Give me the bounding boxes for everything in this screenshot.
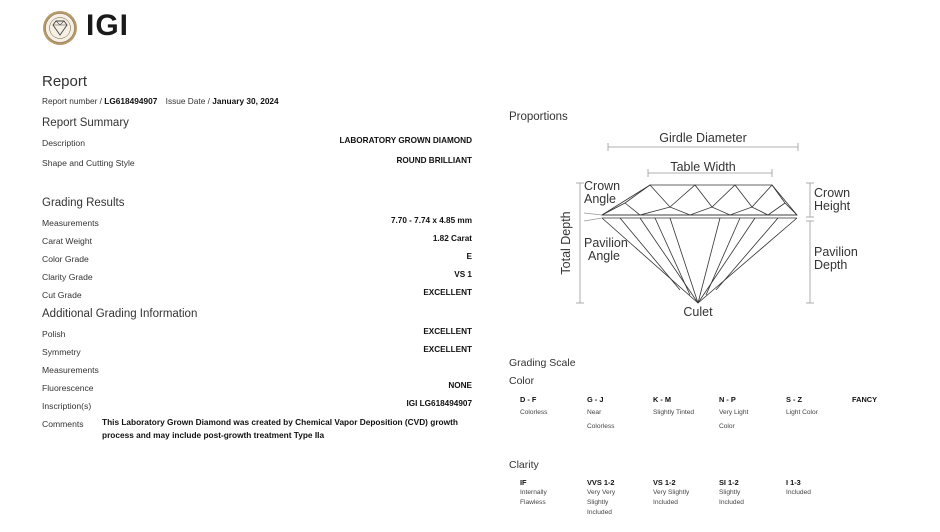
clarity-grade-desc: Slightly bbox=[587, 499, 609, 506]
grading-row-label: Clarity Grade bbox=[42, 272, 93, 282]
grading-row-value: 1.82 Carat bbox=[432, 234, 472, 243]
additional-row-label: Inscription(s) bbox=[42, 401, 92, 411]
report-number: LG618494907 bbox=[104, 96, 158, 106]
clarity-scale-heading: Clarity bbox=[509, 459, 539, 471]
grading-heading: Grading Results bbox=[42, 197, 125, 209]
color-grade-desc: Color bbox=[719, 423, 735, 430]
grading-row-label: Carat Weight bbox=[42, 236, 92, 246]
color-grade-desc: Slightly Tinted bbox=[653, 409, 695, 416]
clarity-grade: VVS 1-2 bbox=[587, 478, 615, 487]
proportions-heading: Proportions bbox=[509, 111, 568, 123]
clarity-grade: I 1-3 bbox=[786, 478, 801, 487]
grading-row-value: E bbox=[466, 252, 472, 261]
color-grade: FANCY bbox=[852, 395, 878, 404]
igi-seal-logo bbox=[42, 10, 78, 46]
grading-row-value: EXCELLENT bbox=[423, 288, 472, 297]
comments-label: Comments bbox=[42, 419, 84, 429]
color-grade: N - P bbox=[719, 395, 736, 404]
clarity-grade-desc: Very Very bbox=[587, 489, 616, 496]
clarity-grade-desc: Included bbox=[786, 489, 811, 496]
issue-date-label: Issue Date / bbox=[165, 96, 210, 106]
color-scale-heading: Color bbox=[509, 375, 535, 387]
summary-row-label: Description bbox=[42, 138, 85, 148]
clarity-grade-desc: Internally bbox=[520, 489, 547, 496]
total-depth-label: Total Depth bbox=[559, 211, 573, 275]
summary-heading: Report Summary bbox=[42, 117, 129, 129]
clarity-grade: IF bbox=[520, 478, 527, 487]
color-grade-desc: Colorless bbox=[587, 423, 615, 430]
summary-row-value: ROUND BRILLIANT bbox=[396, 156, 472, 165]
additional-row-label: Symmetry bbox=[42, 347, 81, 357]
color-grade: S - Z bbox=[786, 395, 803, 404]
clarity-grade-desc: Included bbox=[719, 499, 744, 506]
grading-row-value: VS 1 bbox=[454, 270, 472, 279]
report-number-label: Report number / bbox=[42, 96, 102, 106]
color-grade: K - M bbox=[653, 395, 672, 404]
grading-scale-heading: Grading Scale bbox=[509, 357, 576, 369]
diamond-proportions-diagram bbox=[540, 125, 880, 325]
clarity-grade-desc: Slightly bbox=[719, 489, 741, 496]
color-grade: G - J bbox=[587, 395, 604, 404]
clarity-grade-desc: Very Slightly bbox=[653, 489, 690, 496]
color-grade-desc: Very Light bbox=[719, 409, 749, 416]
clarity-grade: VS 1-2 bbox=[653, 478, 676, 487]
additional-row-value: NONE bbox=[448, 381, 472, 390]
pavilion-depth-label-line1: Pavilion bbox=[814, 245, 858, 259]
summary-row-label: Shape and Cutting Style bbox=[42, 158, 135, 168]
additional-row-value: EXCELLENT bbox=[423, 345, 472, 354]
crown-height-label-line2: Height bbox=[814, 199, 851, 213]
color-grade: D - F bbox=[520, 395, 537, 404]
color-grade-desc: Light Color bbox=[786, 409, 818, 416]
report-title: Report bbox=[42, 73, 88, 90]
crown-height-label-line1: Crown bbox=[814, 186, 851, 200]
additional-heading: Additional Grading Information bbox=[42, 308, 198, 320]
additional-row-label: Polish bbox=[42, 329, 66, 339]
grading-row-value: 7.70 - 7.74 x 4.85 mm bbox=[390, 216, 472, 225]
summary-row-value: LABORATORY GROWN DIAMOND bbox=[339, 136, 472, 145]
additional-row-value: EXCELLENT bbox=[423, 327, 472, 336]
crown-angle-label-line2: Angle bbox=[584, 192, 616, 206]
color-grade-desc: Colorless bbox=[520, 409, 548, 416]
pavilion-angle-label-line1: Pavilion bbox=[584, 236, 628, 250]
additional-row-label: Fluorescence bbox=[42, 383, 94, 393]
comments-text: This Laboratory Grown Diamond was created by Chemical Vapor Deposition (CVD) growth process and may include post-growth treatment Type IIa bbox=[102, 417, 458, 440]
additional-row-label: Measurements bbox=[42, 365, 99, 375]
additional-row-value: IGI LG618494907 bbox=[406, 399, 472, 408]
table-width-label: Table Width bbox=[670, 160, 736, 174]
grading-row-label: Cut Grade bbox=[42, 290, 82, 300]
culet-label: Culet bbox=[683, 305, 713, 319]
pavilion-angle-label-line2: Angle bbox=[588, 249, 620, 263]
clarity-grade-desc: Flawless bbox=[520, 499, 546, 506]
diamond-outline bbox=[602, 185, 797, 303]
crown-angle-label-line1: Crown bbox=[584, 179, 621, 193]
grading-row-label: Measurements bbox=[42, 218, 99, 228]
girdle-diameter-label: Girdle Diameter bbox=[659, 131, 747, 145]
report-meta bbox=[42, 96, 279, 106]
clarity-grade-desc: Included bbox=[587, 509, 612, 516]
clarity-grade: SI 1-2 bbox=[719, 478, 739, 487]
color-grade-desc: Near bbox=[587, 409, 602, 416]
grading-row-label: Color Grade bbox=[42, 254, 89, 264]
clarity-grade-desc: Included bbox=[653, 499, 678, 506]
brand-name: IGI bbox=[86, 9, 130, 42]
pavilion-depth-label-line2: Depth bbox=[814, 258, 848, 272]
issue-date: January 30, 2024 bbox=[212, 96, 279, 106]
